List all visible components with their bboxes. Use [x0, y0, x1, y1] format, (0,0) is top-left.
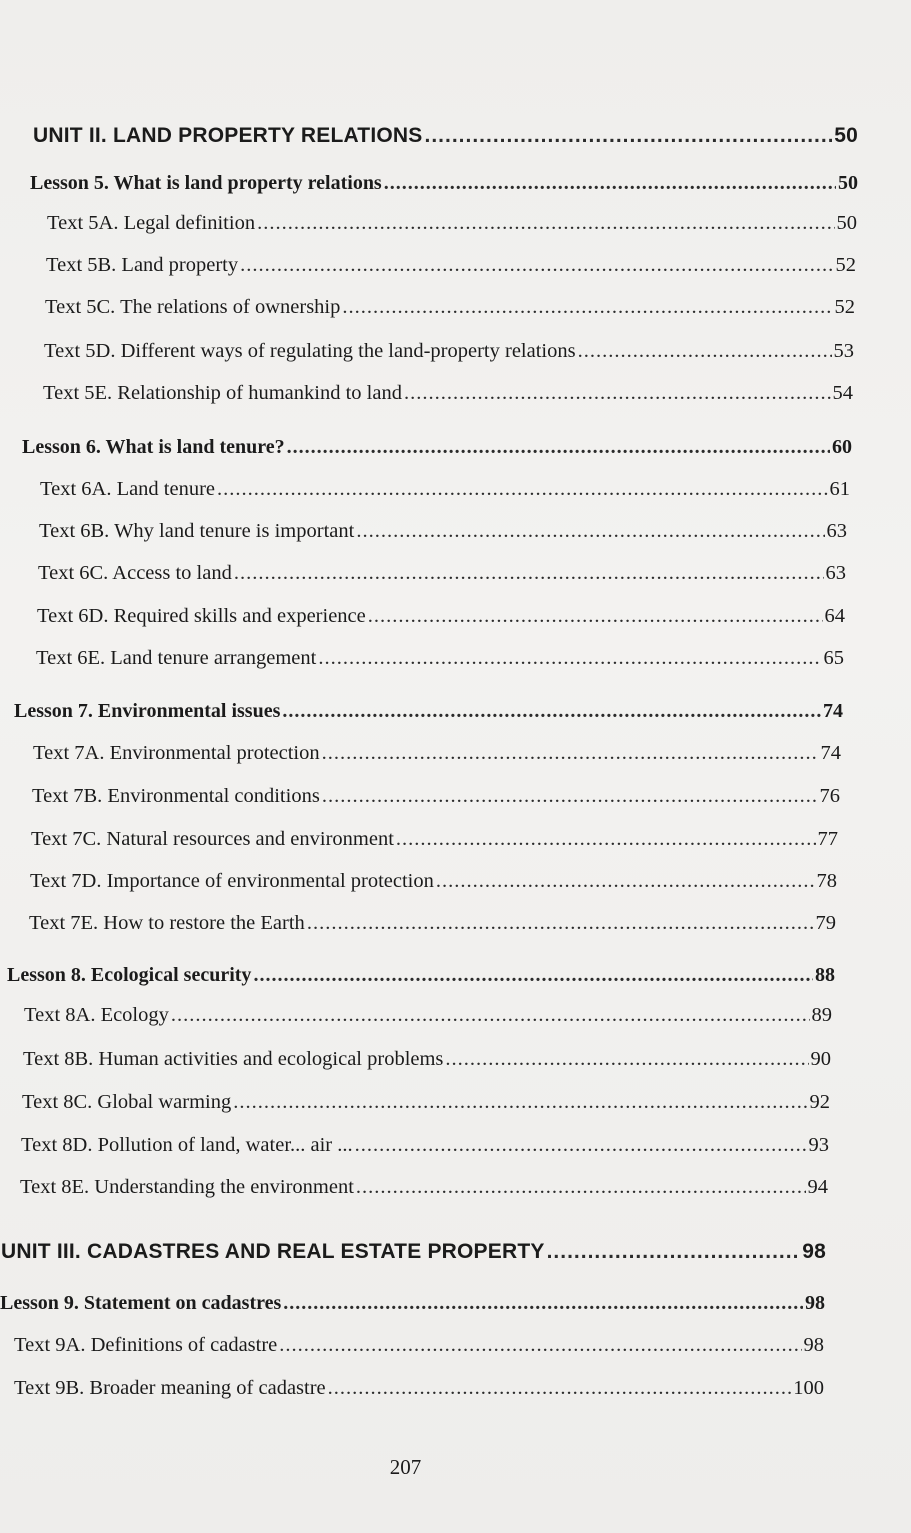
- dot-leader: [171, 1004, 810, 1027]
- toc-text-entry: [14, 1377, 824, 1400]
- toc-entry-title: Lesson 5. What is land property relations: [30, 172, 382, 194]
- toc-entry-title: Text 8B. Human activities and ecological problems: [23, 1048, 444, 1070]
- toc-text-entry: [21, 1134, 829, 1157]
- toc-text-entry: [30, 870, 837, 893]
- dot-leader: [282, 700, 821, 723]
- dot-leader: [322, 742, 819, 765]
- dot-leader: [445, 1048, 808, 1071]
- toc-text-entry: [32, 785, 840, 808]
- toc-entry-page: 78: [816, 870, 837, 892]
- toc-entry-title: Text 7A. Environmental protection: [33, 742, 320, 764]
- toc-entry-title: Text 7B. Environmental conditions: [32, 785, 320, 807]
- toc-entry-page: 92: [809, 1091, 830, 1113]
- toc-entry-page: 63: [826, 520, 847, 542]
- dot-leader: [234, 562, 824, 585]
- toc-text-entry: [22, 1091, 830, 1114]
- dot-leader: [356, 520, 824, 543]
- toc-lesson-entry: [0, 1292, 825, 1315]
- toc-entry-title: Text 7D. Importance of environmental protection: [30, 870, 434, 892]
- toc-lesson-entry: [22, 436, 852, 459]
- dot-leader: [279, 1334, 801, 1357]
- toc-entry-title: Text 5A. Legal definition: [47, 212, 256, 234]
- toc-entry-page: 50: [838, 172, 858, 194]
- toc-text-entry: [37, 605, 845, 628]
- toc-entry-page: 74: [820, 742, 841, 764]
- toc-lesson-entry: [30, 172, 858, 195]
- toc-entry-title: Text 5E. Relationship of humankind to land: [43, 382, 402, 404]
- dot-leader: [396, 828, 816, 851]
- toc-entry-title: Lesson 9. Statement on cadastres: [0, 1292, 282, 1314]
- toc-unit-entry: [33, 124, 858, 148]
- toc-entry-title: Text 8A. Ecology: [24, 1004, 169, 1026]
- toc-entry-title: Text 8C. Global warming: [22, 1091, 232, 1113]
- toc-text-entry: [46, 254, 856, 277]
- toc-entry-title: Lesson 8. Ecological security: [7, 964, 252, 986]
- toc-text-entry: [31, 828, 838, 851]
- toc-entry-title: Text 5C. The relations of ownership: [45, 296, 341, 318]
- toc-lesson-entry: [7, 964, 835, 987]
- toc-lesson-entry: [14, 700, 843, 723]
- toc-text-entry: [45, 296, 855, 319]
- toc-entry-title: Text 6A. Land tenure: [40, 478, 216, 500]
- toc-entry-page: 77: [817, 828, 838, 850]
- toc-entry-title: Text 7E. How to restore the Earth: [29, 912, 305, 934]
- toc-entry-title: Text 6E. Land tenure arrangement: [36, 647, 317, 669]
- dot-leader: [356, 1176, 806, 1199]
- toc-entry-page: 54: [832, 382, 853, 404]
- toc-text-entry: [44, 340, 854, 363]
- dot-leader: [287, 436, 830, 459]
- dot-leader: [328, 1377, 792, 1400]
- dot-leader: [547, 1240, 801, 1264]
- toc-entry-title: Text 8D. Pollution of land, water... air ...: [21, 1134, 353, 1156]
- toc-text-entry: [29, 912, 836, 935]
- toc-entry-title: Text 6C. Access to land: [38, 562, 232, 584]
- toc-entry-page: 52: [835, 254, 856, 276]
- toc-entry-title: Text 7C. Natural resources and environment: [31, 828, 394, 850]
- dot-leader: [342, 296, 832, 319]
- toc-entry-page: 94: [807, 1176, 828, 1198]
- toc-text-entry: [43, 382, 853, 405]
- toc-text-entry: [24, 1004, 832, 1027]
- toc-entry-page: 98: [802, 1240, 826, 1263]
- toc-entry-title: Text 6B. Why land tenure is important: [39, 520, 355, 542]
- toc-text-entry: [14, 1334, 824, 1357]
- dot-leader: [368, 605, 823, 628]
- toc-entry-page: 60: [832, 436, 852, 458]
- toc-entry-title: Text 9A. Definitions of cadastre: [14, 1334, 278, 1356]
- toc-text-entry: [47, 212, 857, 235]
- toc-text-entry: [20, 1176, 828, 1199]
- toc-entry-title: Text 8E. Understanding the environment: [20, 1176, 354, 1198]
- toc-entry-page: 79: [815, 912, 836, 934]
- dot-leader: [307, 912, 814, 935]
- dot-leader: [240, 254, 833, 277]
- dot-leader: [253, 964, 813, 987]
- dot-leader: [355, 1134, 807, 1157]
- toc-entry-title: UNIT III. CADASTRES AND REAL ESTATE PROPERTY: [1, 1240, 545, 1263]
- dot-leader: [436, 870, 815, 893]
- toc-entry-page: 98: [805, 1292, 825, 1314]
- toc-entry-page: 100: [793, 1377, 824, 1399]
- dot-leader: [404, 382, 831, 405]
- toc-entry-page: 88: [815, 964, 835, 986]
- toc-entry-title: Lesson 6. What is land tenure?: [22, 436, 285, 458]
- toc-text-entry: [33, 742, 841, 765]
- toc-entry-page: 90: [810, 1048, 831, 1070]
- toc-entry-page: 93: [808, 1134, 829, 1156]
- toc-entry-page: 52: [834, 296, 855, 318]
- toc-entry-title: Lesson 7. Environmental issues: [14, 700, 281, 722]
- toc-entry-title: Text 9B. Broader meaning of cadastre: [14, 1377, 326, 1399]
- toc-entry-title: Text 6D. Required skills and experience: [37, 605, 366, 627]
- dot-leader: [318, 647, 821, 670]
- toc-unit-entry: [1, 1240, 826, 1264]
- toc-entry-page: 64: [824, 605, 845, 627]
- toc-text-entry: [38, 562, 846, 585]
- toc-entry-page: 76: [819, 785, 840, 807]
- toc-entry-page: 61: [829, 478, 850, 500]
- dot-leader: [578, 340, 832, 363]
- dot-leader: [424, 124, 832, 148]
- toc-text-entry: [40, 478, 850, 501]
- dot-leader: [384, 172, 836, 195]
- toc-entry-title: UNIT II. LAND PROPERTY RELATIONS: [33, 124, 423, 147]
- toc-text-entry: [39, 520, 847, 543]
- page-number: 207: [389, 1455, 422, 1479]
- dot-leader: [322, 785, 818, 808]
- toc-text-entry: [36, 647, 844, 670]
- dot-leader: [257, 212, 834, 235]
- dot-leader: [217, 478, 827, 501]
- toc-entry-page: 74: [823, 700, 843, 722]
- toc-entry-page: 63: [825, 562, 846, 584]
- dot-leader: [283, 1292, 803, 1315]
- dot-leader: [233, 1091, 807, 1114]
- toc-entry-page: 89: [811, 1004, 832, 1026]
- toc-entry-page: 98: [803, 1334, 824, 1356]
- toc-entry-page: 50: [836, 212, 857, 234]
- toc-entry-title: Text 5D. Different ways of regulating the land-property relations: [44, 340, 576, 362]
- toc-entry-page: 65: [823, 647, 844, 669]
- toc-text-entry: [23, 1048, 831, 1071]
- toc-entry-title: Text 5B. Land property: [46, 254, 239, 276]
- toc-entry-page: 50: [834, 124, 858, 147]
- toc-entry-page: 53: [833, 340, 854, 362]
